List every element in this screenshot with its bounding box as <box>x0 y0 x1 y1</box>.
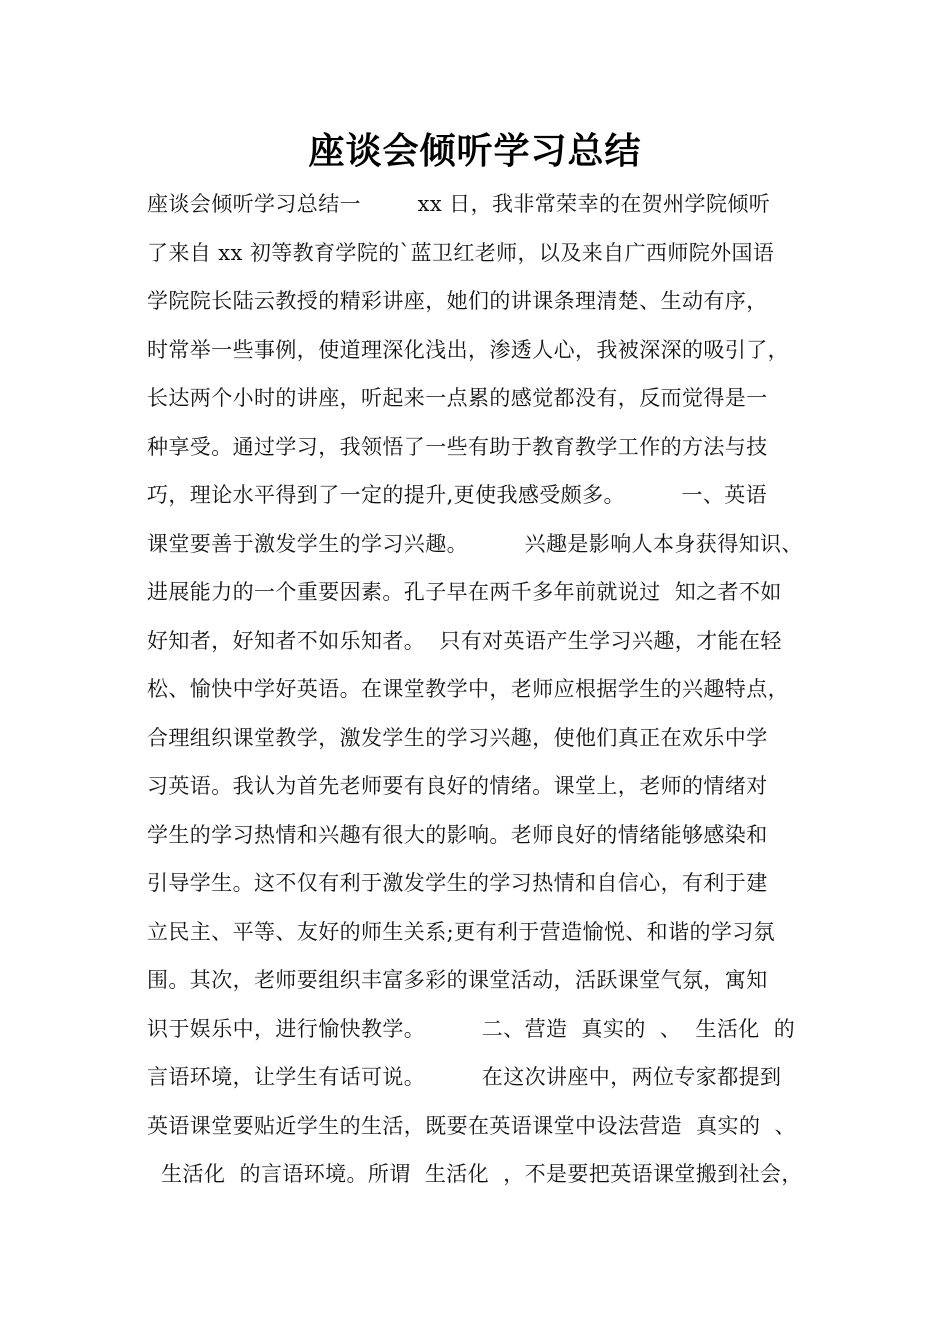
text-line: 课堂要善于激发学生的学习兴趣。 兴趣是影响人本身获得知识、 <box>147 531 803 556</box>
text-line: 英语课堂要贴近学生的生活，既要在英语课堂中设法营造 真实的 、 <box>147 1113 796 1138</box>
text-line: 松、愉快中学好英语。在课堂教学中，老师应根据学生的兴趣特点， <box>147 677 789 701</box>
text-line: 习英语。我认为首先老师要有良好的情绪。课堂上，老师的情绪对 <box>147 774 768 798</box>
text-line: 座谈会倾听学习总结一 xx 日，我非常荣幸的在贺州学院倾听 <box>147 192 771 216</box>
text-line: 了来自 xx 初等教育学院的`蓝卫红老师，以及来自广西师院外国语 <box>147 240 775 265</box>
text-line: 立民主、平等、友好的师生关系;更有利于营造愉悦、和谐的学习氛 <box>147 919 776 944</box>
text-line: 长达两个小时的讲座，听起来一点累的感觉都没有，反而觉得是一 <box>147 386 768 410</box>
text-line: 巧，理论水平得到了一定的提升,更使我感受颇多。 一、英语 <box>147 483 768 507</box>
text-line: 言语环境，让学生有话可说。 在这次讲座中，两位专家都提到 <box>147 1065 782 1089</box>
text-line: 种享受。通过学习，我领悟了一些有助于教育教学工作的方法与技 <box>147 434 768 459</box>
page-title: 座谈会倾听学习总结 <box>308 131 642 172</box>
text-line: 好知者，好知者不如乐知者。 只有对英语产生学习兴趣，才能在轻 <box>147 628 782 653</box>
text-line: 引导学生。这不仅有利于激发学生的学习热情和自信心，有利于建 <box>147 871 768 895</box>
text-line: 学院院长陆云教授的精彩讲座，她们的讲课条理清楚、生动有序， <box>147 289 768 313</box>
text-line: 时常举一些事例，使道理深化浅出，渗透人心，我被深深的吸引了， <box>147 337 789 362</box>
text-line: 合理组织课堂教学，激发学生的学习兴趣，使他们真正在欢乐中学 <box>147 725 768 750</box>
text-line: 识于娱乐中，进行愉快教学。 二、营造 真实的 、 生活化 的 <box>147 1016 796 1041</box>
text-line: 进展能力的一个重要因素。孔子早在两千多年前就说过 知之者不如 <box>147 580 782 604</box>
text-line: 围。其次，老师要组织丰富多彩的课堂活动，活跃课堂气氛，寓知 <box>147 968 768 992</box>
text-line: 生活化 的言语环境。所谓 生活化 ，不是要把英语课堂搬到社会， <box>147 1162 803 1186</box>
text-line: 学生的学习热情和兴趣有很大的影响。老师良好的情绪能够感染和 <box>147 822 768 847</box>
document-body <box>147 180 827 1199</box>
